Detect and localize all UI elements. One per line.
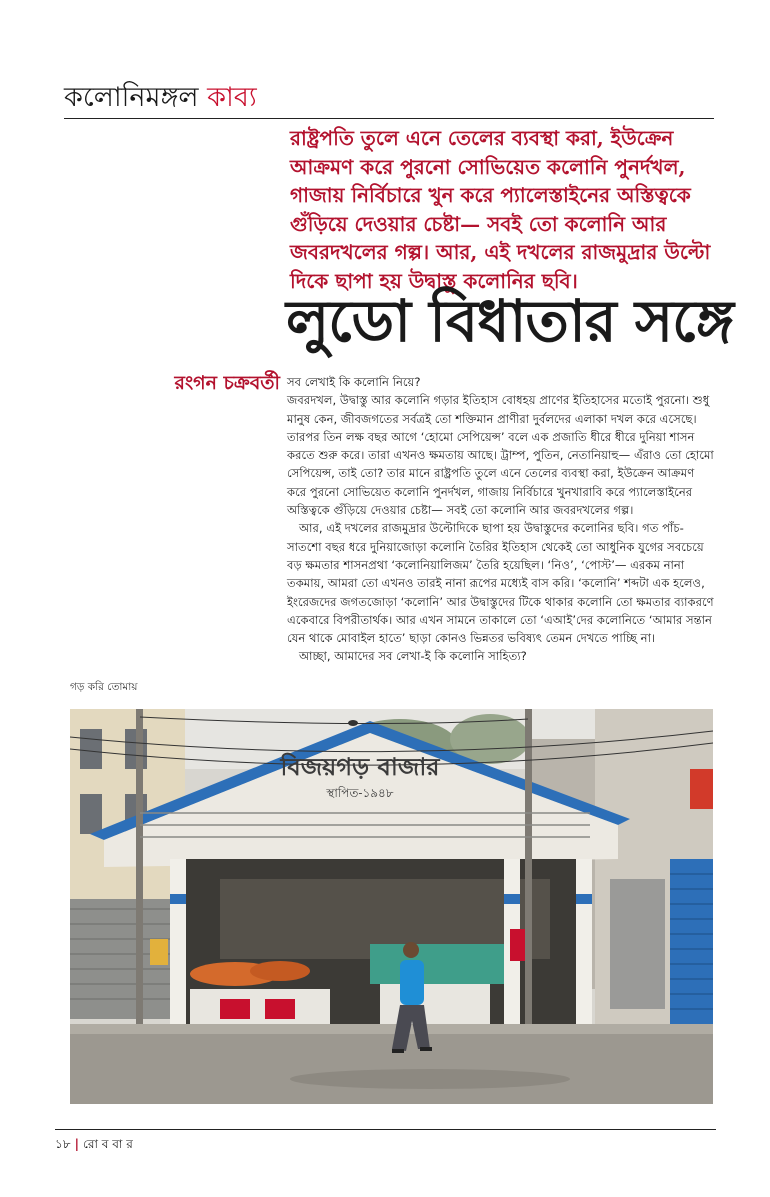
market-sign-title: বিজয়গড় বাজার <box>280 752 440 781</box>
page-number: ১৮ <box>55 1137 71 1151</box>
article-body <box>287 373 715 666</box>
author-byline: রংগন চক্রবর্তী <box>174 372 280 394</box>
footer-separator: | <box>74 1137 79 1151</box>
article-deck <box>290 124 714 295</box>
article-headline: লুডো বিধাতার সঙ্গে <box>286 287 733 355</box>
photo-caption: গড় করি তোমায় <box>70 681 138 693</box>
magazine-name: রো ব বা র <box>82 1137 133 1151</box>
body-paragraph: সব লেখাই কি কলোনি নিয়ে? <box>287 375 421 389</box>
market-sign-established: স্থাপিত-১৯৪৮ <box>326 786 394 800</box>
body-paragraph: আচ্ছা, আমাদের সব লেখা-ই কি কলোনি সাহিত্য? <box>299 649 527 664</box>
body-paragraph: জবরদখল, উদ্বাস্তু আর কলোনি গড়ার ইতিহাস বোধহয় প্রাণের ইতিহাসের মতোই পুরনো। শুধু মানুষ কেন, জীবজগতের সর্বত্রই তো শক্তিমান প্রাণীরা দুর্বলদের এলাকা দখল করে এসেছে। তারপর তিন লক্ষ বছর আগে ‘হোমো সেপিয়েন্স’ বলে এক প্রজাতি ধীরে ধীরে দুনিয়া শাসন করতে শুরু করে। তারা এখনও ক্ষমতায় আছে। ট্রাম্প, পুতিন, নেতানিয়াহু— এঁরাও তো হোমো সেপিয়েন্স, তাই তো? তার মানে রাষ্ট্রপতি তুলে এনে তেলের ব্যবস্থা করা, ইউক্রেন আক্রমণ করে পুরনো সোভিয়েত কলোনি পুনর্দখল, গাজায় নির্বিচারে খুনখারাবি করে প্যালেস্তাইনের অস্তিত্বকে গুঁড়িয়ে দেওয়ার চেষ্টা— সবই তো কলোনি আর জবরদখলের গল্প। <box>287 393 714 518</box>
footer-rule <box>55 1129 716 1130</box>
section-heading <box>64 80 714 116</box>
deck-text: রাষ্ট্রপতি তুলে এনে তেলের ব্যবস্থা করা, ইউক্রেন আক্রমণ করে পুরনো সোভিয়েত কলোনি পুনর্দখল, গাজায় নির্বিচারে খুন করে প্যালেস্তাইনের অস্তিত্বকে গুঁড়িয়ে দেওয়ার চেষ্টা— সবই তো কলোনি আর জবরদখলের গল্প। আর, এই দখলের রাজমুদ্রার উল্টো দিকে ছাপা হয় উদ্বাস্তু কলোনির ছবি। <box>290 126 711 293</box>
heading-rule <box>64 118 714 119</box>
section-title-accent: কাব্য <box>207 82 257 113</box>
section-title-main: কলোনিমঙ্গল <box>64 82 199 113</box>
body-paragraph: আর, এই দখলের রাজমুদ্রার উল্টোদিকে ছাপা হয় উদ্বাস্তুদের কলোনির ছবি। গত পাঁচ-সাতশো বছর ধরে দুনিয়াজোড়া কলোনি তৈরির ইতিহাস থেকেই তো আধুনিক যুগের সবচেয়ে বড় ক্ষমতার শাসনপ্রথা ‘কলোনিয়ালিজম’ তৈরি হয়েছিল। ‘নিও’, ‘পোস্ট’— এরকম নানা তকমায়, আমরা তো এখনও তারই নানা রূপের মধ্যেই বাস করি। ‘কলোনি’ শব্দটা এক হলেও, ইংরেজদের জগতজোড়া ‘কলোনি’ আর উদ্বাস্তুদের টিকে থাকার কলোনি তো ক্ষমতার ব্যাকরণে একেবারে বিপরীতার্থক। আর এখন সামনে তাকালে তো ‘এআই’দের কলোনিতে ‘আমার সন্তান যেন থাকে মোবাইল হাতে’ ছাড়া কোনও ভিন্নতর ভবিষ্যৎ তেমন দেখতে পাচ্ছি না। <box>287 521 714 646</box>
market-photo <box>70 709 713 1104</box>
page-footer <box>55 1136 133 1152</box>
